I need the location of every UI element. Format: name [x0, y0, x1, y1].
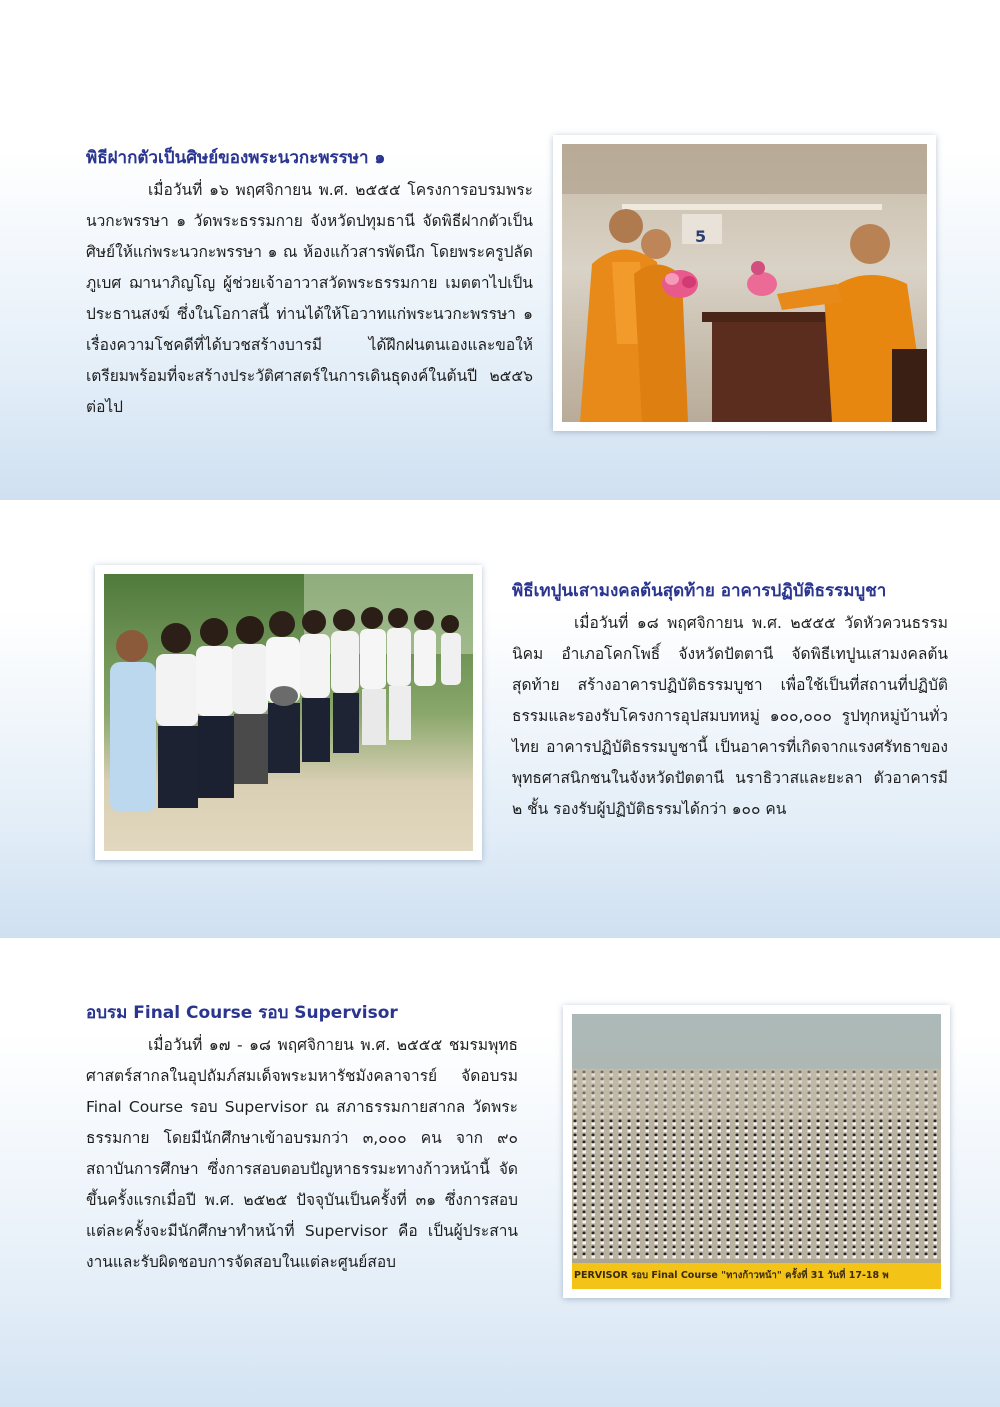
article-body: เมื่อวันที่ ๑๖ พฤศจิกายน พ.ศ. ๒๕๕๕ โครงการอบรมพระนวกะพรรษา ๑ วัดพระธรรมกาย จังหวัดปทุมธานี จัดพิธีฝากตัวเป็นศิษย์ให้แก่พระนวกะพรรษา ๑ ณ ห้องแก้วสารพัดนึก โดยพระครูปลัดภูเบศ ฌานาภิญโญ ผู้ช่วยเจ้าอาวาสวัดพระธรรมกาย เมตตาไปเป็นประธานสงฆ์ ซึ่งในโอกาสนี้ ท่านได้ให้โอวาทแก่พระนวกะพรรษา ๑ เรื่องความโชคดีที่ได้บวชสร้างบารมี ได้ฝึกฝนตนเองและขอให้เตรียมพร้อมที่จะสร้างประวัติศาสตร์ในการเดินธุดงค์ในต้นปี ๒๕๕๖ ต่อไป [86, 181, 533, 416]
article-novice-monks-ceremony [86, 145, 533, 423]
event-banner: PERVISOR รอบ Final Course "ทางก้าวหน้า" ครั้งที่ 31 วันที่ 17-18 พ [572, 1263, 941, 1289]
article-body: เมื่อวันที่ ๑๘ พฤศจิกายน พ.ศ. ๒๕๕๕ วัดหัวควนธรรมนิคม อำเภอโคกโพธิ์ จังหวัดปัตตานี จัดพิธีเทปูนเสามงคลต้นสุดท้าย สร้างอาคารปฏิบัติธรรมบูชา เพื่อใช้เป็นที่สถานที่ปฏิบัติธรรมและรองรับโครงการอุปสมบทหมู่ ๑๐๐,๐๐๐ รูปทุกหมู่บ้านทั่วไทย อาคารปฏิบัติธรรมบูชานี้ เป็นอาคารที่เกิดจากแรงศรัทธาของพุทธศาสนิกชนในจังหวัดปัตตานี นราธิวาสและยะลา ตัวอาคารมี ๒ ชั้น รองรับผู้ปฏิบัติธรรมได้กว่า ๑๐๐ คน [512, 614, 948, 818]
article-title: พิธีเทปูนเสามงคลต้นสุดท้าย อาคารปฏิบัติธรรมบูชา [512, 581, 887, 601]
monks-offering-image [562, 144, 927, 422]
exam-hall-image [572, 1014, 941, 1289]
students-praying-image [104, 574, 473, 851]
photo-exam-hall [563, 1005, 950, 1298]
photo-monks-offering [553, 135, 936, 431]
article-title: อบรม Final Course รอบ Supervisor [86, 1003, 398, 1023]
article-final-course [86, 1000, 518, 1278]
article-body: เมื่อวันที่ ๑๗ - ๑๘ พฤศจิกายน พ.ศ. ๒๕๕๕ ชมรมพุทธศาสตร์สากลในอุปถัมภ์สมเด็จพระมหารัชมังคลาจารย์ จัดอบรม Final Course รอบ Supervisor ณ สภาธรรมกายสากล วัดพระธรรมกาย โดยมีนักศึกษาเข้าอบรมกว่า ๓,๐๐๐ คน จาก ๙๐ สถาบันการศึกษา ซึ่งการสอบตอบปัญหาธรรมะทางก้าวหน้านี้ จัดขึ้นครั้งแรกเมื่อปี พ.ศ. ๒๕๒๕ ปัจจุบันเป็นครั้งที่ ๓๑ ซึ่งการสอบแต่ละครั้งจะมีนักศึกษาทำหน้าที่ Supervisor คือ เป็นผู้ประสานงานและรับผิดชอบการจัดสอบในแต่ละศูนย์สอบ [86, 1036, 518, 1271]
article-title: พิธีฝากตัวเป็นศิษย์ของพระนวกะพรรษา ๑ [86, 148, 386, 168]
sign-number: 5 [695, 227, 707, 246]
article-pillar-ceremony [512, 578, 948, 825]
photo-students-praying [95, 565, 482, 860]
